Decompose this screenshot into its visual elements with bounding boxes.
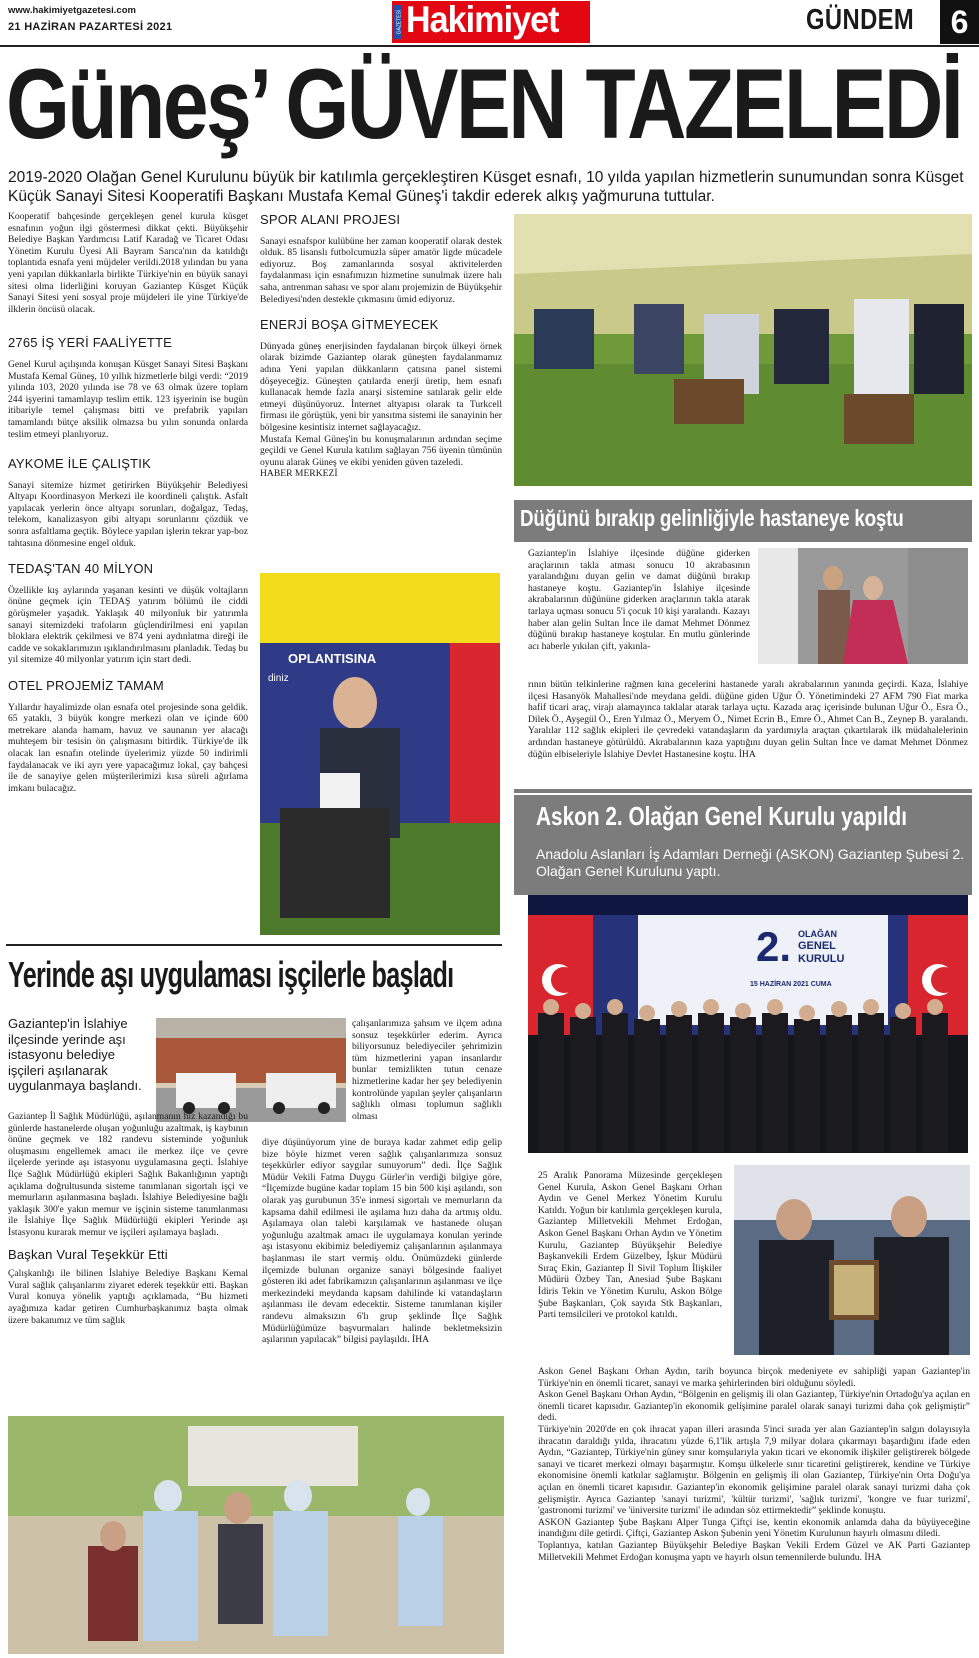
assembly-photo <box>514 214 972 486</box>
vaccine-station-photo <box>156 1018 346 1122</box>
main-col1-subhead-4: OTEL PROJEMİZ TAMAM <box>8 678 164 693</box>
main-col1-subhead-3: TEDAŞ'TAN 40 MİLYON <box>8 561 154 577</box>
main-col1-subhead-2: AYKOME İLE ÇALIŞTIK <box>8 456 151 472</box>
logo-side-text: GAZETESİ <box>396 9 403 35</box>
vaccine-headline: Yerinde aşı uygulaması işçilerle başladı <box>8 954 454 995</box>
wedding-photo <box>758 548 968 664</box>
vaccine-col1-para-2: Çalışkanlığı ile bilinen İslahiye Belediye Başkanı Kemal Vural sağlık çalışanlarını ziyaret ederek teşekkür etti. Başkan Vural konuya yönelik yaptığı açıklamada, “Bu hizmeti ayağımıza kadar getiren Cumhurbaşkanımız başta olmak üzere bakanımız ve tüm sağlık <box>8 1268 248 1326</box>
page-number: 6 <box>940 0 979 44</box>
main-column-2 <box>260 214 502 564</box>
askon-text-wide <box>538 1366 970 1656</box>
askon-screen-number: 2. <box>756 923 792 970</box>
main-col1-para-5: Yıllardır hayalimizde olan esnafa otel projesinde sona geldik. 65 yataklı, 3 büyük kongre merkezi olan ve içinde 600 metrekare alanda hamam, havuz ve saunanın yer alacağı muhteşem bir tesisin ön çalışmasını bitirdik. Türkiye'de ilk olacak lan esnafın otelinde üyelerimiz yüzde 50 indirimli faydalanacak ve iki ayrı yere yapacağımız lokal, çay bahçesi ile de sanayiye gelen müşterilerimizi kısa süreli ağırlama imkanı bulacağız. <box>8 701 248 794</box>
main-lead: 2019-2020 Olağan Genel Kurulunu büyük bir katılımla gerçekleştiren Küsget esnafı, 10 yılda yapılan hizmetlerin sunumundan sonra Küsget Küçük Sanayi Sitesi Kooperatifi Başkanı Mustafa Kemal Güneş'i takdir ederek alkış yağmuruna tuttular. <box>8 169 964 205</box>
wedding-text-narrow: Gaziantep'in İslahiye ilçesinde düğüne giderken araçlarının takla atması sonucu 10 akrabasının yaralandığını duyan gelin ve damat düğünü bırakıp hastaneye koştu. Gaziantep'in İslahiye ilçesinde akrabalarının düğününe giderken araçlarının takla atarak tarlaya uçması sonucu 5'i çocuk 10 kişi yaralandı. Kazayı haber alan gelin Sultan İnce ile damat Mehmet Dönmez düğünü bırakıp hastaneye koştular. En mutlu günlerinde acı haberle yıkılan çift, yakınla- <box>528 548 750 652</box>
logo-text: Hakimiyet <box>406 1 559 40</box>
askon-group-photo <box>528 895 968 1153</box>
askon-screen-date: 15 HAZİRAN 2021 CUMA <box>750 981 832 988</box>
vaccine-column-2-bottom: diye düşünüyorum yine de buraya kadar zahmet edip gelip bize böyle hizmet veren sağlık çalışanlarımıza sonsuz teşekkürler ediyor saygılar sunuyorum” dedi. İlçe Sağlık Müdür Vekili Fatma Duygu Gürler'in verdiği bilgiye göre, “İlçemizde bugüne kadar toplam 15 bin 500 kişi aşılandı, son olarak yaş gurubunun 35'e inmesi sigortalı ve memurların da kapsama dahil edilmesi ile aşılama hızı daha da artmış oldu. Aşılamaya olan talebi karşılamak ve hastanede oluşan yoğunluğu azaltmak amacı ile uygulamaya konulan yerinde aşı istasyonu ekibimiz belediyemiz çalışanlarının aşılanmaya başlanması ile start vermiş oldu. Önümüzdeki günlerde ilçemizde bulunan organize sanayi bölgesinde faaliyet gösteren iki adet fabrikamızın çalışanlarının aşılanması ve ilçe merkezindeki meydanda kapsam dahilinde ki vatandaşların aşılanması ile devam edecektir. Sisteme tanımlanan kişiler randevu almaksızın 6'lı grup şeklinde İlçe Sağlık Müdürlüğümüze başvurmaları halinde bekletmeksizin aşılarının yapılacak” bilgisi paylaşıldı. İHA <box>262 1137 502 1346</box>
vaccine-column-2-top: çalışanlarımıza şahsım ve ilçem adına sonsuz teşekkürler ederim. Ayrıca biliyorsunuz belediyeciler şehrimizin tüm hizmetlerini yapan insanlardır bunlar temizlikten tutun cenaze hizmetlerine kadar her şey belediyenin kontrolünde yapılan şeyler çalışanların sağlıklı olması toplumun sağlıklı olması <box>352 1018 502 1122</box>
wedding-divider <box>514 789 972 793</box>
main-column-1 <box>8 211 248 931</box>
askon-screen-title-2: GENEL <box>798 940 836 952</box>
askon-para-5: Toplantıya, katılan Gaziantep Büyükşehir Belediye Başkan Vekili Erdem Güzel ve AK Parti Gaziantep Milletvekili Mehmet Erdoğan konuşma yaptı ve hayırlı olsun temennilerde bulundu. İHA <box>538 1539 970 1563</box>
newspaper-logo <box>392 1 590 43</box>
askon-screen-title-3: KURULU <box>798 953 845 965</box>
main-headline: Güneş’ GÜVEN TAZELEDİ <box>6 48 962 159</box>
header-rule <box>0 45 979 47</box>
main-col1-para-2: Genel Kurul açılışında konuşan Küsget Sanayi Sitesi Başkanı Mustafa Kemal Güneş, 10 yıllık hizmetlerle bilgi verdi: “2019 yılında 103, 2020 yılında ise 78 ve 63 olmak üzere toplam 244 işyerini tamamlayıp teslim ettik. 123 işyerinin ise bugün itibariyle temel çalışması bitti ve prefabrik yapıları tamamlandı bütçe aksilik olmazsa bu yılın sonunda onlarda teslim etmeyi planlıyoruz. <box>8 358 248 440</box>
askon-header-panel <box>514 795 972 895</box>
askon-headline: Askon 2. Olağan Genel Kurulu yapıldı <box>536 801 908 831</box>
main-col2-para-2: Dünyada güneş enerjisinden faydalanan birçok ülkeyi örnek olarak bizimde Gaziantep olarak güneşten faydalanmamız adına Yeni yapılan dükkanların çatısına panel sistemi döşeyeceğiz. Güneşten çatılarda enerji üretip, hem esnafı kullanacak hemde fazla anarşi sistemine satılarak gelir elde etmeyi düşünüyoruz. İnternet altyapısı olarak ta Turkcell firması ile görüştük, yeni bir yansıtma sistemi ile sanayinin her bölgesine kesintisiz internet sağlayacağız. <box>260 340 502 433</box>
main-col1-para-4: Özellikle kış aylarında yaşanan kesinti ve düşük voltajların önüne geçmek için TEDAŞ yatırım bölümü ile ciddi görüşmeler yaşadık. Yaklaşık 40 milyonluk bir yatırımla sanayi sitemizdeki trafoların güçlendirilmesi eni yapılan bloklara elektrik çekilmesi ve 874 yeni aydınlatma direği ile cadde ve sokaklarımızın ışıklandırılmasını planladık. Tedaş bu yıl sitemize 40 milyonlar yatırım için start dedi. <box>8 584 248 666</box>
issue-date: 21 HAZİRAN PAZARTESİ 2021 <box>8 21 173 33</box>
vaccine-lead: Gaziantep'in İslahiye ilçesinde yerinde aşı istasyonu belediye işçileri aşılanarak uygulanmaya başlandı. <box>8 1016 142 1093</box>
vaccine-top-rule <box>6 944 502 946</box>
wedding-headline-bar <box>514 500 972 542</box>
main-col1-para-1: Kooperatif bahçesinde gerçekleşen genel kurula küsget esnafının yoğun ilgi göstermesi dikkat çekti. Büyükşehir Belediye Başkan Yardımcısı Latif Karadağ ve Ticaret Odası Yönetim Kurulu Üyesi Ali Bayram Sarıca'nın da katıldığı toplantıda esnafa yeni müjdeler verildi.2018 yılından bu yana yeni yapılan dükkanlarla birlikte Türkiye'nin en büyük sanayi sitesi olma liderliğini koruyan Gaziantep Küsget Küçük Sanayi Sitesi yeni sosyal proje müjdeleri ile yine Türkiye'de ilklerin öncüsü olacak. <box>8 211 248 315</box>
banner-text-2: diniz <box>268 673 289 684</box>
wedding-headline: Düğünü bırakıp gelinliğiyle hastaneye koştu <box>520 505 904 531</box>
main-col1-subhead-1: 2765 İŞ YERİ FAALİYETTE <box>8 335 173 351</box>
askon-para-2: Askon Genel Başkanı Orhan Aydın, “Bölgenin en gelişmiş ili olan Gaziantep, Türkiye'nin Ortadoğu'ya açılan en önemli ticaret kapısıdır. Gaziantep'in ekonomik gelişimine paralel olarak sanayi turizmi daha çok gelişmiştir” dedi. <box>538 1389 970 1424</box>
askon-para-3: Türkiye'nin 2020'de en çok ihracat yapan illeri arasında 5'inci sırada yer alan Gaziantep'in salgın dolayısıyla ihracatın daraldığı yılda, ihracatını yüzde 6,1'lik artışla 7,9 milyar dolara çıkarmayı başardığını ifade eden Aydın, “Gaziantep, Türkiye'nin güney sınır komşularıyla yakın ticari ve ekonomik ilişkiler geliştirerek bölgede sanayi ve ticaret merkezi olmayı başarmıştır. Komşu ülkelerle sınır ticaretini geliştirerek, kendine ve Türkiye ekonomisine önemli katkılar sağlamıştır. Bölgenin en gelişmiş ili olan Gaziantep, Türkiye'nin Orta Doğu'ya açılan en önemli ticaret kapısıdır. Gaziantep'in ekonomik gelişimine paralel olarak sanayi turizmi daha çok gelişmiştir. Ayrıca Gaziantep 'sanayi turizmi', 'kültür turizmi', 'sağlık turizmi', 'kongre ve fuar turizmi', 'gastronomi turizmi' ve 'üniversite turizmi' ile adından söz ettirmektedir” şeklinde konuştu. <box>538 1423 970 1517</box>
section-name: GÜNDEM <box>806 4 915 36</box>
askon-para-1: Askon Genel Başkanı Orhan Aydın, tarih boyunca birçok medeniyete ev sahipliği yapan Gaziantep'in Türkiye'nin en önemli ticaret, sanayi ve marka şehirlerinden biri olduğunu söyledi. <box>538 1366 970 1389</box>
banner-text: OPLANTISINA <box>288 651 377 666</box>
askon-text-narrow: 25 Aralık Panorama Müzesinde gerçekleşen Genel Kurula, Askon Genel Başkanı Orhan Aydın ve Genel Merkez Yönetim Kurulu Katıldı. Yoğun bir katılımla gerçekleşen kurula, Gaziantep Milletvekili Mehmet Erdoğan, Askon Genel Başkanı Orhan Aydın ve Yönetim Kurulu, Gaziantep Büyükşehir Belediye Başkanvekili Erdem Güzelbey, İşkur Müdürü Sıraç Ekin, Gaziantep İl Sivil Toplum İlişkiler Müdürü Özbey Tan, Anesiad Şube Başkanı İdiris Tekin ve Yönetim Kurulu, Askon Bölge Şube Başkanları, Çok sayıda Stk Başkanları, Parti temsilcileri ve protokol katıldı. <box>538 1170 722 1321</box>
main-col2-subhead-1: SPOR ALANI PROJESİ <box>260 214 401 227</box>
vaccine-col1-subhead: Başkan Vural Teşekkür Etti <box>8 1246 168 1262</box>
askon-screen-title-1: OLAĞAN <box>798 929 837 939</box>
speaker-photo <box>260 573 500 935</box>
main-col1-para-3: Sanayi sitemize hizmet getirirken Büyükşehir Belediyesi Altyapı Koordinasyon Merkezi ile koordineli çalıştık. Asfalt yapılacak yerlerin önce altyapı sorunları, doğalgaz, Tedaş, telekom, kanalizasyon gibi altyapı sorunlarını çözdük ve sonra asfaltlama geçtik. Böylece yapılan işlerin tekrar yap-boz tahtasına dönmesine engel olduk. <box>8 479 248 549</box>
website-url: www.hakimiyetgazetesi.com <box>8 5 136 16</box>
vaccine-column-1 <box>8 1111 248 1407</box>
vaccination-photo <box>8 1416 504 1654</box>
askon-lead: Anadolu Aslanları İş Adamları Derneği (ASKON) Gaziantep Şubesi 2. Olağan Genel Kurulunu yaptı. <box>536 846 964 879</box>
main-col2-byline: HABER MERKEZİ <box>260 468 338 480</box>
main-col2-para-1: Sanayi esnafspor kulübüne her zaman kooperatif olarak destek olduk. 85 lisanslı futbolcumuzla süper amatör ligde mücadele ediyoruz. Boş zamanlarında sosyal aktivitelerden faydalanması için esnafımızın hizmetine sunulmak üzere halı saha, antrenman sahası ve spor alanı projemizin de Büyükşehir Belediyesi'nden destekle çıkmasını ümid ediyoruz. <box>260 235 502 305</box>
main-col2-subhead-2: ENERJİ BOŞA GİTMEYECEK <box>260 317 439 333</box>
main-col2-para-3: Mustafa Kemal Güneş'in bu konuşmalarının ardından seçime geçildi ve Genel Kurula katılım sağlayan 756 üyenin tümünün oyunu alarak Güneş ve ekibi yeniden güven tazeledi. <box>260 433 502 468</box>
askon-para-4: ASKON Gaziantep Şube Başkanı Alper Tunga Çiftçi ise, kentin ekonomik anlamda daha da büyüyeceğine inandığını dile getirdi. Çiftçi, Gaziantep Askon Şubenin yeni Yönetim Kurulunun hayırlı olmasını diledi. <box>538 1516 970 1540</box>
wedding-text-wide: rının bütün telkinlerine rağmen kına gecelerini hastanede yaralı akrabalarının yanında geçirdi. Kaza, İslahiye ilçesi Hasanyök Mahallesi'nde meydana geldi. düğüne giden Uğur Ö. Yönetimindeki 27 AFM 790 Fiat marka hafif ticari araç, virajı alamayınca taklalar atarak tarlaya uçtu. Kazada araç içerisinde bulunan Uğur Ö., Esra Ö., Dilek Ö., Ayşegül Ö., Eren Yılmaz Ö., Meryem Ö., Nimet Ecrin B., Emre Ö., Ahmet Can B., Zeynep B. yaralandı. Yaralılar 112 sağlık ekipleri ile çevredeki vatandaşların da yardımıyla araçtan çıkartılarak ilk müdahalelerinin ardından hastaneye götürüldü. Akrabalarının kaza yaptığını duyan gelin Sultan İnce ve damat Mehmet Dönmez düğün elbiseleriyle İslahiye Devlet Hastanesine koştu. İHA <box>528 679 968 760</box>
askon-award-photo <box>734 1165 970 1355</box>
vaccine-col1-para-1: Gaziantep İl Sağlık Müdürlüğü, aşılanmanın hız kazandığı bu günlerde hastanelerde oluşan yoğunluğu azaltmak, iş kaybının önüne geçmek ve 182 randevu sisteminde yoğunluk oluşmasını engellemek amacı ile merkez ilçe ve çevre ilçelerde yerinde aşı istasyonu uygulamasına geçti. İslahiye İlçe Sağlık Müdürlüğü ekipleri Sağlık Bakanlığının yaptığı açıklama doğrultusunda sisteme tanımlanan sigortalı işçi ve memurların aşılanmasına başladı. İslahiye Belediyesine bağlı yaklaşık 300'e yakın memur ve işçinin sisteme tanımlanması ile İslahiye İlçe Sağlık Müdürlüğü ekipleri Yerinde aşı İstasyonu kurarak memur ve işçileri aşılamaya başladı. <box>8 1111 248 1238</box>
